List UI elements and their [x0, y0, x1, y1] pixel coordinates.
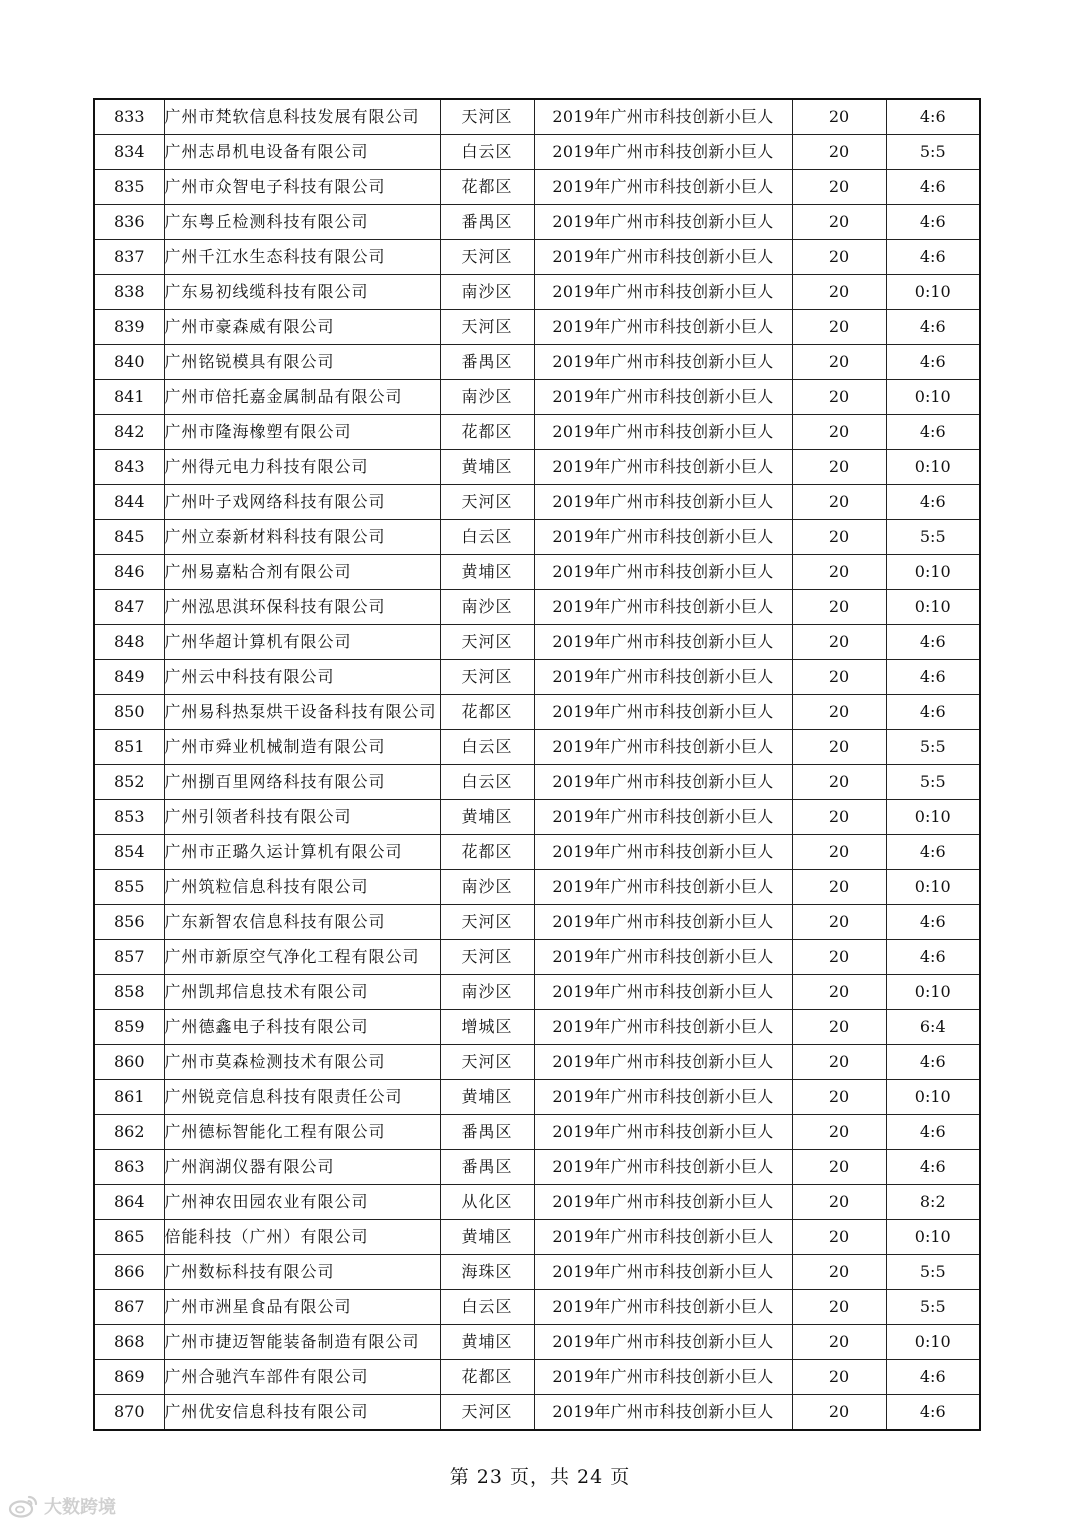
amount-cell: 20 — [792, 170, 886, 205]
row-number-cell: 862 — [94, 1115, 164, 1150]
award-category-cell: 2019年广州市科技创新小巨人 — [534, 99, 792, 135]
company-name-cell: 广州合驰汽车部件有限公司 — [164, 1360, 440, 1395]
company-name-cell: 广东新智农信息科技有限公司 — [164, 905, 440, 940]
award-category-cell: 2019年广州市科技创新小巨人 — [534, 1325, 792, 1360]
district-cell: 南沙区 — [440, 975, 534, 1010]
company-name-cell: 广州市洲星食品有限公司 — [164, 1290, 440, 1325]
row-number-cell: 840 — [94, 345, 164, 380]
district-cell: 增城区 — [440, 1010, 534, 1045]
row-number-cell: 859 — [94, 1010, 164, 1045]
company-name-cell: 广东易初线缆科技有限公司 — [164, 275, 440, 310]
row-number-cell: 861 — [94, 1080, 164, 1115]
ratio-cell: 0:10 — [886, 450, 980, 485]
district-cell: 黄埔区 — [440, 1220, 534, 1255]
table-row — [94, 345, 980, 380]
company-name-cell: 广州引领者科技有限公司 — [164, 800, 440, 835]
row-number-cell: 848 — [94, 625, 164, 660]
company-name-cell: 广州捌百里网络科技有限公司 — [164, 765, 440, 800]
table-row — [94, 1220, 980, 1255]
row-number-cell: 869 — [94, 1360, 164, 1395]
amount-cell: 20 — [792, 1220, 886, 1255]
table-row — [94, 310, 980, 345]
amount-cell: 20 — [792, 975, 886, 1010]
district-cell: 南沙区 — [440, 870, 534, 905]
award-category-cell: 2019年广州市科技创新小巨人 — [534, 485, 792, 520]
table-row — [94, 485, 980, 520]
row-number-cell: 858 — [94, 975, 164, 1010]
company-name-cell: 广州市正璐久运计算机有限公司 — [164, 835, 440, 870]
ratio-cell: 4:6 — [886, 170, 980, 205]
company-name-cell: 广州易嘉粘合剂有限公司 — [164, 555, 440, 590]
district-cell: 天河区 — [440, 660, 534, 695]
amount-cell: 20 — [792, 730, 886, 765]
table-row — [94, 660, 980, 695]
company-name-cell: 广州市莫森检测技术有限公司 — [164, 1045, 440, 1080]
table-row — [94, 975, 980, 1010]
table-row — [94, 1290, 980, 1325]
table-row — [94, 1255, 980, 1290]
company-name-cell: 广州锐竞信息科技有限责任公司 — [164, 1080, 440, 1115]
award-category-cell: 2019年广州市科技创新小巨人 — [534, 1045, 792, 1080]
table-row — [94, 695, 980, 730]
company-name-cell: 广州千江水生态科技有限公司 — [164, 240, 440, 275]
amount-cell: 20 — [792, 450, 886, 485]
amount-cell: 20 — [792, 625, 886, 660]
ratio-cell: 4:6 — [886, 240, 980, 275]
row-number-cell: 863 — [94, 1150, 164, 1185]
district-cell: 白云区 — [440, 765, 534, 800]
amount-cell: 20 — [792, 1395, 886, 1431]
ratio-cell: 0:10 — [886, 1220, 980, 1255]
amount-cell: 20 — [792, 765, 886, 800]
row-number-cell: 847 — [94, 590, 164, 625]
company-name-cell: 广州叶子戏网络科技有限公司 — [164, 485, 440, 520]
award-category-cell: 2019年广州市科技创新小巨人 — [534, 905, 792, 940]
district-cell: 花都区 — [440, 1360, 534, 1395]
ratio-cell: 0:10 — [886, 590, 980, 625]
row-number-cell: 839 — [94, 310, 164, 345]
table-row — [94, 1185, 980, 1220]
table-row — [94, 520, 980, 555]
table-row — [94, 800, 980, 835]
amount-cell: 20 — [792, 1150, 886, 1185]
district-cell: 白云区 — [440, 520, 534, 555]
row-number-cell: 852 — [94, 765, 164, 800]
ratio-cell: 4:6 — [886, 1150, 980, 1185]
ratio-cell: 4:6 — [886, 99, 980, 135]
district-cell: 番禺区 — [440, 1115, 534, 1150]
ratio-cell: 0:10 — [886, 975, 980, 1010]
ratio-cell: 4:6 — [886, 485, 980, 520]
company-name-cell: 广州华超计算机有限公司 — [164, 625, 440, 660]
amount-cell: 20 — [792, 555, 886, 590]
row-number-cell: 864 — [94, 1185, 164, 1220]
district-cell: 白云区 — [440, 135, 534, 170]
award-category-cell: 2019年广州市科技创新小巨人 — [534, 1010, 792, 1045]
row-number-cell: 866 — [94, 1255, 164, 1290]
row-number-cell: 845 — [94, 520, 164, 555]
amount-cell: 20 — [792, 940, 886, 975]
ratio-cell: 0:10 — [886, 870, 980, 905]
row-number-cell: 833 — [94, 99, 164, 135]
watermark-text: 大数跨境 — [44, 1497, 116, 1518]
company-name-cell: 广州志昂机电设备有限公司 — [164, 135, 440, 170]
table-body — [94, 99, 980, 1430]
award-category-cell: 2019年广州市科技创新小巨人 — [534, 555, 792, 590]
district-cell: 海珠区 — [440, 1255, 534, 1290]
company-name-cell: 广州数标科技有限公司 — [164, 1255, 440, 1290]
award-category-cell: 2019年广州市科技创新小巨人 — [534, 835, 792, 870]
table-row — [94, 835, 980, 870]
company-name-cell: 广州神农田园农业有限公司 — [164, 1185, 440, 1220]
amount-cell: 20 — [792, 380, 886, 415]
amount-cell: 20 — [792, 520, 886, 555]
company-name-cell: 广州云中科技有限公司 — [164, 660, 440, 695]
ratio-cell: 0:10 — [886, 1325, 980, 1360]
district-cell: 黄埔区 — [440, 450, 534, 485]
district-cell: 天河区 — [440, 905, 534, 940]
row-number-cell: 843 — [94, 450, 164, 485]
company-name-cell: 广州市梵软信息科技发展有限公司 — [164, 99, 440, 135]
award-category-cell: 2019年广州市科技创新小巨人 — [534, 275, 792, 310]
ratio-cell: 4:6 — [886, 905, 980, 940]
district-cell: 黄埔区 — [440, 555, 534, 590]
ratio-cell: 4:6 — [886, 695, 980, 730]
district-cell: 天河区 — [440, 625, 534, 660]
table-row — [94, 415, 980, 450]
award-category-cell: 2019年广州市科技创新小巨人 — [534, 1115, 792, 1150]
award-category-cell: 2019年广州市科技创新小巨人 — [534, 170, 792, 205]
company-name-cell: 广州市倍托嘉金属制品有限公司 — [164, 380, 440, 415]
award-category-cell: 2019年广州市科技创新小巨人 — [534, 345, 792, 380]
table-row — [94, 205, 980, 240]
row-number-cell: 841 — [94, 380, 164, 415]
table-row — [94, 590, 980, 625]
table-row — [94, 135, 980, 170]
ratio-cell: 4:6 — [886, 625, 980, 660]
row-number-cell: 850 — [94, 695, 164, 730]
company-name-cell: 广州润湖仪器有限公司 — [164, 1150, 440, 1185]
amount-cell: 20 — [792, 1045, 886, 1080]
ratio-cell: 4:6 — [886, 1360, 980, 1395]
ratio-cell: 4:6 — [886, 660, 980, 695]
table-row — [94, 240, 980, 275]
ratio-cell: 0:10 — [886, 800, 980, 835]
ratio-cell: 4:6 — [886, 1045, 980, 1080]
row-number-cell: 837 — [94, 240, 164, 275]
row-number-cell: 842 — [94, 415, 164, 450]
district-cell: 黄埔区 — [440, 800, 534, 835]
ratio-cell: 4:6 — [886, 835, 980, 870]
district-cell: 黄埔区 — [440, 1080, 534, 1115]
award-category-cell: 2019年广州市科技创新小巨人 — [534, 1185, 792, 1220]
amount-cell: 20 — [792, 1010, 886, 1045]
ratio-cell: 5:5 — [886, 765, 980, 800]
award-category-cell: 2019年广州市科技创新小巨人 — [534, 800, 792, 835]
row-number-cell: 857 — [94, 940, 164, 975]
district-cell: 天河区 — [440, 310, 534, 345]
table-row — [94, 1325, 980, 1360]
ratio-cell: 0:10 — [886, 1080, 980, 1115]
ratio-cell: 4:6 — [886, 940, 980, 975]
district-cell: 花都区 — [440, 835, 534, 870]
table-row — [94, 765, 980, 800]
table-row — [94, 99, 980, 135]
award-category-cell: 2019年广州市科技创新小巨人 — [534, 730, 792, 765]
district-cell: 花都区 — [440, 695, 534, 730]
ratio-cell: 5:5 — [886, 520, 980, 555]
table-row — [94, 1080, 980, 1115]
table-row — [94, 555, 980, 590]
row-number-cell: 865 — [94, 1220, 164, 1255]
award-category-cell: 2019年广州市科技创新小巨人 — [534, 205, 792, 240]
award-category-cell: 2019年广州市科技创新小巨人 — [534, 1360, 792, 1395]
district-cell: 番禺区 — [440, 1150, 534, 1185]
amount-cell: 20 — [792, 240, 886, 275]
company-name-cell: 广州立泰新材料科技有限公司 — [164, 520, 440, 555]
row-number-cell: 868 — [94, 1325, 164, 1360]
company-name-cell: 广州优安信息科技有限公司 — [164, 1395, 440, 1431]
ratio-cell: 6:4 — [886, 1010, 980, 1045]
award-category-cell: 2019年广州市科技创新小巨人 — [534, 1220, 792, 1255]
row-number-cell: 853 — [94, 800, 164, 835]
amount-cell: 20 — [792, 1115, 886, 1150]
company-list-table — [93, 98, 981, 1431]
amount-cell: 20 — [792, 800, 886, 835]
table-row — [94, 1150, 980, 1185]
ratio-cell: 5:5 — [886, 1290, 980, 1325]
amount-cell: 20 — [792, 1185, 886, 1220]
award-category-cell: 2019年广州市科技创新小巨人 — [534, 450, 792, 485]
amount-cell: 20 — [792, 205, 886, 240]
award-category-cell: 2019年广州市科技创新小巨人 — [534, 1150, 792, 1185]
amount-cell: 20 — [792, 835, 886, 870]
row-number-cell: 846 — [94, 555, 164, 590]
company-name-cell: 广东粤丘检测科技有限公司 — [164, 205, 440, 240]
company-name-cell: 广州铭锐模具有限公司 — [164, 345, 440, 380]
company-name-cell: 广州市众智电子科技有限公司 — [164, 170, 440, 205]
amount-cell: 20 — [792, 345, 886, 380]
amount-cell: 20 — [792, 870, 886, 905]
row-number-cell: 855 — [94, 870, 164, 905]
table-row — [94, 625, 980, 660]
ratio-cell: 4:6 — [886, 205, 980, 240]
ratio-cell: 4:6 — [886, 415, 980, 450]
district-cell: 天河区 — [440, 99, 534, 135]
ratio-cell: 4:6 — [886, 310, 980, 345]
company-name-cell: 广州凯邦信息技术有限公司 — [164, 975, 440, 1010]
district-cell: 南沙区 — [440, 380, 534, 415]
table-row — [94, 1360, 980, 1395]
table-row — [94, 940, 980, 975]
award-category-cell: 2019年广州市科技创新小巨人 — [534, 1080, 792, 1115]
row-number-cell: 838 — [94, 275, 164, 310]
company-name-cell: 广州得元电力科技有限公司 — [164, 450, 440, 485]
district-cell: 花都区 — [440, 170, 534, 205]
company-name-cell: 广州筑粒信息科技有限公司 — [164, 870, 440, 905]
ratio-cell: 0:10 — [886, 275, 980, 310]
award-category-cell: 2019年广州市科技创新小巨人 — [534, 590, 792, 625]
table-row — [94, 1010, 980, 1045]
amount-cell: 20 — [792, 590, 886, 625]
page-number-footer: 第 23 页，共 24 页 — [449, 1466, 631, 1488]
amount-cell: 20 — [792, 1080, 886, 1115]
amount-cell: 20 — [792, 1360, 886, 1395]
award-category-cell: 2019年广州市科技创新小巨人 — [534, 1290, 792, 1325]
district-cell: 黄埔区 — [440, 1325, 534, 1360]
award-category-cell: 2019年广州市科技创新小巨人 — [534, 520, 792, 555]
company-name-cell: 广州市豪森威有限公司 — [164, 310, 440, 345]
row-number-cell: 844 — [94, 485, 164, 520]
amount-cell: 20 — [792, 275, 886, 310]
award-category-cell: 2019年广州市科技创新小巨人 — [534, 660, 792, 695]
row-number-cell: 867 — [94, 1290, 164, 1325]
amount-cell: 20 — [792, 135, 886, 170]
amount-cell: 20 — [792, 99, 886, 135]
amount-cell: 20 — [792, 485, 886, 520]
district-cell: 花都区 — [440, 415, 534, 450]
row-number-cell: 849 — [94, 660, 164, 695]
district-cell: 南沙区 — [440, 590, 534, 625]
company-name-cell: 倍能科技（广州）有限公司 — [164, 1220, 440, 1255]
weibo-logo-icon — [8, 1494, 38, 1518]
row-number-cell: 835 — [94, 170, 164, 205]
ratio-cell: 0:10 — [886, 380, 980, 415]
award-category-cell: 2019年广州市科技创新小巨人 — [534, 765, 792, 800]
district-cell: 天河区 — [440, 240, 534, 275]
district-cell: 白云区 — [440, 1290, 534, 1325]
award-category-cell: 2019年广州市科技创新小巨人 — [534, 940, 792, 975]
company-name-cell: 广州市舜业机械制造有限公司 — [164, 730, 440, 765]
award-category-cell: 2019年广州市科技创新小巨人 — [534, 135, 792, 170]
amount-cell: 20 — [792, 695, 886, 730]
district-cell: 天河区 — [440, 1395, 534, 1431]
table-row — [94, 275, 980, 310]
award-category-cell: 2019年广州市科技创新小巨人 — [534, 870, 792, 905]
award-category-cell: 2019年广州市科技创新小巨人 — [534, 240, 792, 275]
company-name-cell: 广州市隆海橡塑有限公司 — [164, 415, 440, 450]
ratio-cell: 5:5 — [886, 1255, 980, 1290]
table-row — [94, 1115, 980, 1150]
row-number-cell: 856 — [94, 905, 164, 940]
row-number-cell: 854 — [94, 835, 164, 870]
row-number-cell: 860 — [94, 1045, 164, 1080]
amount-cell: 20 — [792, 310, 886, 345]
ratio-cell: 4:6 — [886, 345, 980, 380]
award-category-cell: 2019年广州市科技创新小巨人 — [534, 1255, 792, 1290]
amount-cell: 20 — [792, 660, 886, 695]
company-name-cell: 广州德标智能化工程有限公司 — [164, 1115, 440, 1150]
award-category-cell: 2019年广州市科技创新小巨人 — [534, 310, 792, 345]
amount-cell: 20 — [792, 415, 886, 450]
district-cell: 白云区 — [440, 730, 534, 765]
ratio-cell: 4:6 — [886, 1115, 980, 1150]
table-row — [94, 450, 980, 485]
district-cell: 天河区 — [440, 940, 534, 975]
table-row — [94, 1045, 980, 1080]
amount-cell: 20 — [792, 1325, 886, 1360]
company-name-cell: 广州泓思淇环保科技有限公司 — [164, 590, 440, 625]
table-row — [94, 1395, 980, 1431]
district-cell: 从化区 — [440, 1185, 534, 1220]
company-name-cell: 广州易科热泵烘干设备科技有限公司 — [164, 695, 440, 730]
row-number-cell: 870 — [94, 1395, 164, 1431]
ratio-cell: 5:5 — [886, 730, 980, 765]
district-cell: 天河区 — [440, 485, 534, 520]
amount-cell: 20 — [792, 1290, 886, 1325]
company-name-cell: 广州市捷迈智能装备制造有限公司 — [164, 1325, 440, 1360]
district-cell: 番禺区 — [440, 345, 534, 380]
company-name-cell: 广州德鑫电子科技有限公司 — [164, 1010, 440, 1045]
ratio-cell: 5:5 — [886, 135, 980, 170]
amount-cell: 20 — [792, 905, 886, 940]
row-number-cell: 851 — [94, 730, 164, 765]
award-category-cell: 2019年广州市科技创新小巨人 — [534, 625, 792, 660]
row-number-cell: 836 — [94, 205, 164, 240]
district-cell: 南沙区 — [440, 275, 534, 310]
award-category-cell: 2019年广州市科技创新小巨人 — [534, 975, 792, 1010]
ratio-cell: 0:10 — [886, 555, 980, 590]
watermark — [8, 1493, 116, 1519]
table-row — [94, 730, 980, 765]
award-category-cell: 2019年广州市科技创新小巨人 — [534, 1395, 792, 1431]
award-category-cell: 2019年广州市科技创新小巨人 — [534, 695, 792, 730]
table-row — [94, 870, 980, 905]
table-row — [94, 380, 980, 415]
ratio-cell: 8:2 — [886, 1185, 980, 1220]
table-row — [94, 905, 980, 940]
district-cell: 天河区 — [440, 1045, 534, 1080]
award-category-cell: 2019年广州市科技创新小巨人 — [534, 415, 792, 450]
row-number-cell: 834 — [94, 135, 164, 170]
district-cell: 番禺区 — [440, 205, 534, 240]
amount-cell: 20 — [792, 1255, 886, 1290]
company-name-cell: 广州市新原空气净化工程有限公司 — [164, 940, 440, 975]
ratio-cell: 4:6 — [886, 1395, 980, 1431]
table-row — [94, 170, 980, 205]
award-category-cell: 2019年广州市科技创新小巨人 — [534, 380, 792, 415]
